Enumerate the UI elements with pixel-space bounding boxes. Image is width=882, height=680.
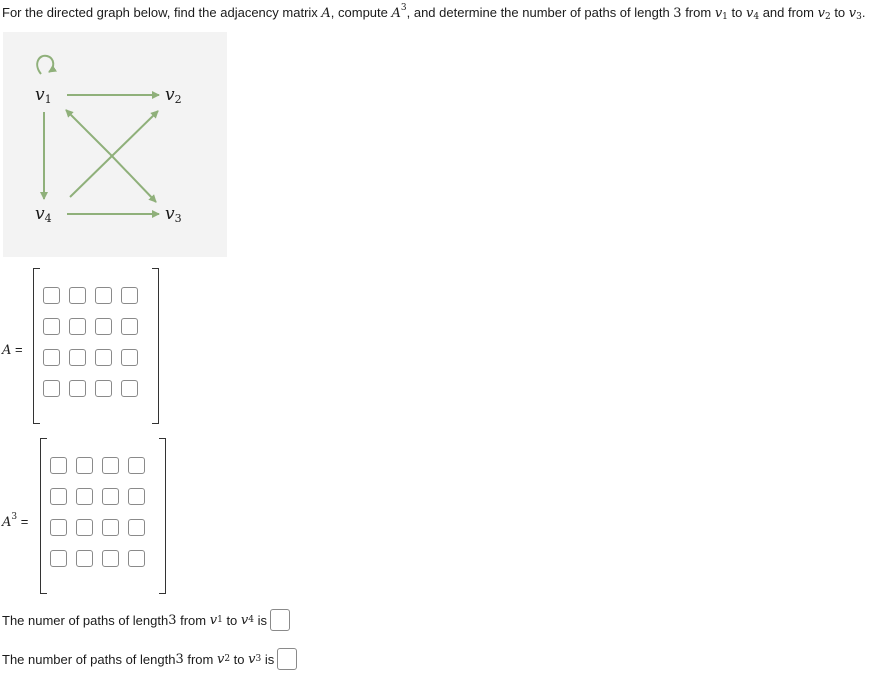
answer-input-v2-v3[interactable] [277,648,297,670]
vertex-symbol: v [714,6,723,21]
matrix-A3-cell-2-2[interactable] [76,488,93,505]
matrix-A3-cell-4-3[interactable] [102,550,119,567]
equals-sign: = [17,514,29,529]
graph-edges [37,56,159,214]
edge-v1-v3 [110,154,156,202]
left-bracket [33,268,40,424]
node-v2: v2 [165,85,182,106]
matrix-A3-cell-3-2[interactable] [76,519,93,536]
vertex-subscript: 1 [217,615,223,625]
matrix-A3-cell-2-3[interactable] [102,488,119,505]
left-bracket [40,438,47,594]
matrix-A3-cell-2-1[interactable] [50,488,67,505]
question-part: For the directed graph below, find the adjacency matrix [2,5,322,20]
question-part: from [681,5,715,20]
vertex-symbol: v [817,6,825,21]
matrix-A-cell-4-2[interactable] [69,380,86,397]
edge-v1-v1-loop [37,56,53,74]
graph-nodes [35,85,182,225]
node-v3: v3 [165,204,182,225]
vertex-subscript: 1 [722,12,728,22]
matrix-A-cell-2-2[interactable] [69,318,86,335]
answer-text: The number of paths of length [2,651,176,667]
vertex-subscript: 4 [753,12,760,22]
matrix-A-cell-1-1[interactable] [43,287,60,304]
matrix-A3-cell-1-4[interactable] [128,457,145,474]
question-part: , compute [330,5,392,20]
matrix-A-cell-4-3[interactable] [95,380,112,397]
answer-text: is [254,612,267,628]
path-length: 3 [673,6,682,21]
answer-text: The numer of paths of length [2,612,169,628]
question-text [2,3,866,22]
matrix-A-cell-1-3[interactable] [95,287,112,304]
answer-text: from [183,651,217,667]
matrix-A3-cell-1-2[interactable] [76,457,93,474]
edge-v4-v2 [70,111,158,197]
question-part: , and determine the number of paths of length [406,5,674,20]
question-part: and from [759,5,818,20]
matrix-A-label [2,342,23,358]
exponent: 3 [11,512,18,522]
matrix-A-cell-3-1[interactable] [43,349,60,366]
matrix-A-cell-2-1[interactable] [43,318,60,335]
vertex-symbol: v [848,6,857,21]
edge-v3-v1 [66,110,110,154]
matrix-A [33,268,159,424]
matrix-A3 [40,438,166,594]
equals-sign: = [11,342,23,357]
matrix-A-cell-4-4[interactable] [121,380,138,397]
matrix-symbol: A [2,515,12,530]
answer-line-v1-v4 [2,609,290,631]
directed-graph-figure [3,32,227,257]
matrix-A3-cell-1-1[interactable] [50,457,67,474]
matrix-A-grid [43,287,140,399]
vertex-symbol: v [240,612,249,628]
matrix-A3-cell-3-3[interactable] [102,519,119,536]
matrix-symbol-A: A [321,6,331,21]
node-v4: v4 [35,204,52,225]
matrix-A3-cell-3-4[interactable] [128,519,145,536]
vertex-subscript: 2 [224,654,231,664]
vertex-symbol: v [209,612,218,628]
answer-text: from [176,612,210,628]
vertex-subscript: 2 [824,12,831,22]
matrix-A3-grid [50,457,147,569]
matrix-A3-cell-3-1[interactable] [50,519,67,536]
exponent: 3 [400,3,407,13]
matrix-A-cell-1-4[interactable] [121,287,138,304]
vertex-subscript: 3 [255,654,262,664]
vertex-symbol: v [248,651,256,667]
matrix-symbol: A [2,343,12,358]
matrix-A-cell-1-2[interactable] [69,287,86,304]
right-bracket [152,268,159,424]
matrix-A3-label [2,512,28,530]
answer-line-v2-v3 [2,648,297,670]
question-part: . [861,5,866,20]
matrix-A-cell-2-3[interactable] [95,318,112,335]
answer-text: to [222,612,241,628]
matrix-A-cell-4-1[interactable] [43,380,60,397]
vertex-subscript: 3 [856,12,862,22]
directed-graph [3,32,227,257]
right-bracket [159,438,166,594]
answer-text: is [261,651,275,667]
question-part: to [727,5,746,20]
vertex-symbol: v [745,6,754,21]
answer-input-v1-v4[interactable] [270,609,290,631]
vertex-symbol: v [216,651,225,667]
matrix-A3-cell-2-4[interactable] [128,488,145,505]
matrix-A-cell-2-4[interactable] [121,318,138,335]
matrix-A3-cell-4-1[interactable] [50,550,67,567]
node-v1: v1 [35,85,52,106]
question-part: to [830,5,849,20]
matrix-A-cell-3-2[interactable] [69,349,86,366]
matrix-A3-cell-4-2[interactable] [76,550,93,567]
matrix-A3-cell-1-3[interactable] [102,457,119,474]
matrix-A-cell-3-3[interactable] [95,349,112,366]
answer-text: to [230,651,249,667]
matrix-symbol-A3: A [391,6,401,21]
vertex-subscript: 4 [248,615,254,625]
matrix-A-cell-3-4[interactable] [121,349,138,366]
matrix-A3-cell-4-4[interactable] [128,550,145,567]
path-length: 3 [168,612,177,628]
path-length: 3 [175,651,184,667]
